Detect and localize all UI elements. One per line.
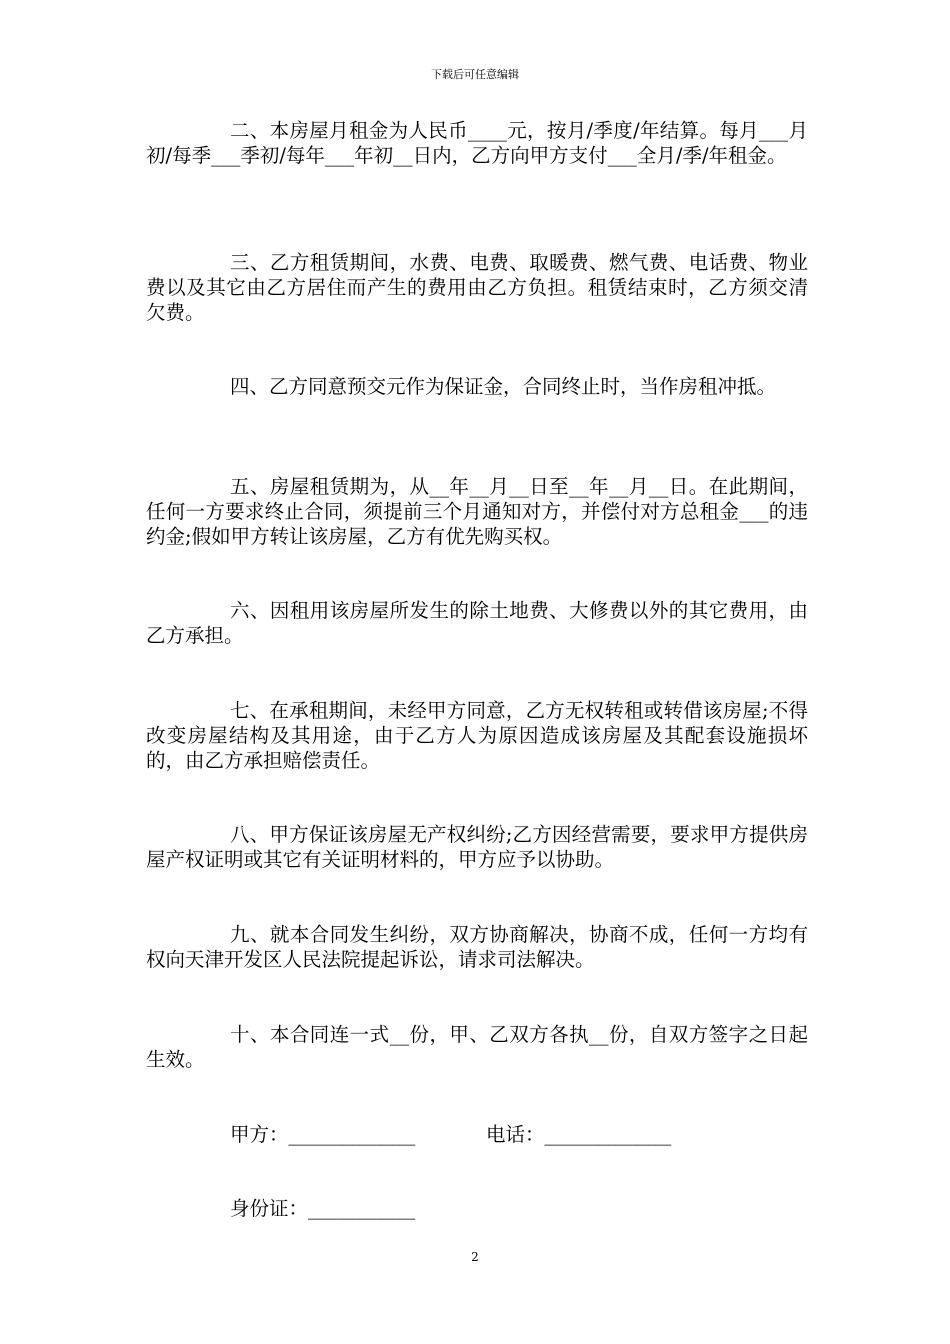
party-a-signature-line: 甲方：_____________ xyxy=(230,1123,416,1146)
page-number: 2 xyxy=(471,1250,479,1264)
clause-10: 十、本合同连一式__份，甲、乙双方各执__份，自双方签字之日起生效。 xyxy=(146,1023,808,1071)
clause-6: 六、因租用该房屋所发生的除土地费、大修费以外的其它费用，由乙方承担。 xyxy=(146,599,808,647)
clause-2: 二、本房屋月租金为人民币____元，按月/季度/年结算。每月___月初/每季___季初/每年___年初__日内，乙方向甲方支付___全月/季/年租金。 xyxy=(146,119,808,167)
clause-9: 九、就本合同发生纠纷，双方协商解决，协商不成，任何一方均有权向天津开发区人民法院提起诉讼，请求司法解决。 xyxy=(146,923,808,971)
id-card-signature-line: 身份证：___________ xyxy=(230,1197,416,1220)
header-note: 下载后可任意编辑 xyxy=(431,68,519,81)
clause-3: 三、乙方租赁期间，水费、电费、取暖费、燃气费、电话费、物业费以及其它由乙方居住而产生的费用由乙方负担。租赁结束时，乙方须交清欠费。 xyxy=(146,251,808,324)
clause-5: 五、房屋租赁期为，从__年__月__日至__年__月__日。在此期间，任何一方要求终止合同，须提前三个月通知对方，并偿付对方总租金___的违约金;假如甲方转让该房屋，乙方有优先购买权。 xyxy=(146,475,808,548)
clause-7: 七、在承租期间，未经甲方同意，乙方无权转租或转借该房屋;不得改变房屋结构及其用途，由于乙方人为原因造成该房屋及其配套设施损坏的，由乙方承担赔偿责任。 xyxy=(146,699,808,772)
clause-8: 八、甲方保证该房屋无产权纠纷;乙方因经营需要，要求甲方提供房屋产权证明或其它有关证明材料的，甲方应予以协助。 xyxy=(146,823,808,871)
clause-4: 四、乙方同意预交元作为保证金，合同终止时，当作房租冲抵。 xyxy=(230,375,777,398)
phone-signature-line: 电话：_____________ xyxy=(486,1123,672,1146)
